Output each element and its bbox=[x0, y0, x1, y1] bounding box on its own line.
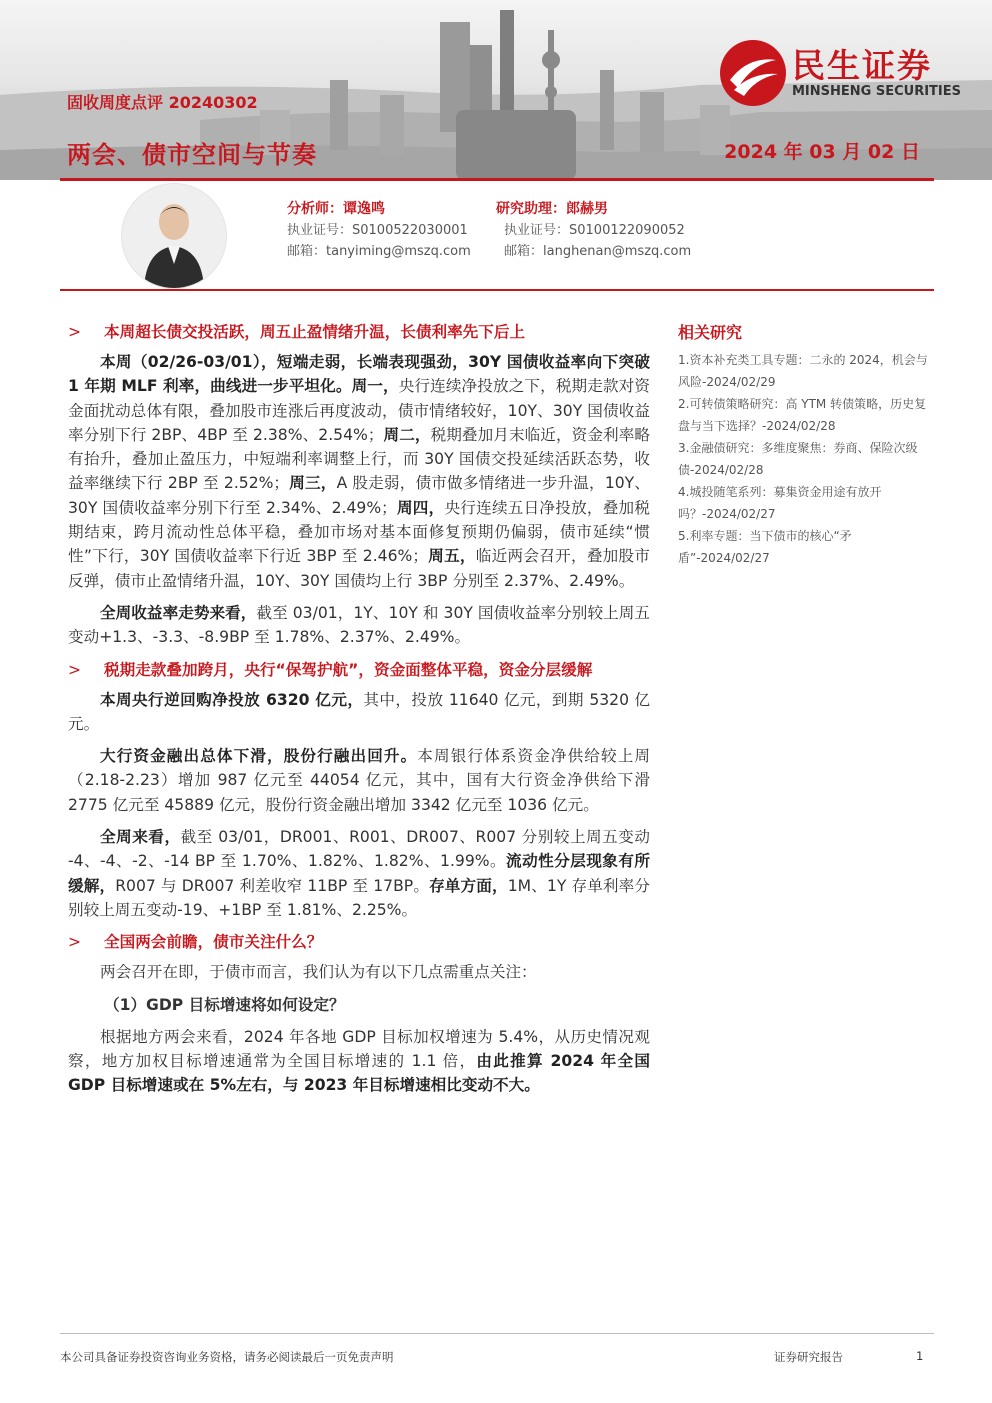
analyst-email: 邮箱：langhenan@mszq.com bbox=[504, 244, 692, 259]
arrow-bullet-icon: > bbox=[68, 323, 82, 341]
sub-question: （1）GDP 目标增速将如何设定？ bbox=[104, 995, 345, 1014]
paragraph: 全周来看，截至 03/01，DR001、R001、DR007、R007 分别较上周五变动 -4、-4、-2、-14 BP 至 1.70%、1.82%、1.82%、1.99%。流动性分层现象有所缓解，R007 与 DR007 利差收窄 11BP 至 17BP。存单方面，1M、1Y 存单利率分别较上周五变动-19、+1BP 至 1.81%、2.25%。 bbox=[68, 828, 650, 919]
minsheng-logo-icon bbox=[718, 38, 788, 108]
report-series: 固收周度点评 20240302 bbox=[67, 93, 258, 112]
paragraph: 本周（02/26-03/01），短端走弱，长端表现强劲，30Y 国债收益率向下突破 1 年期 MLF 利率，曲线进一步平坦化。周一，央行连续净投放之下，税期走款对资金面扰动总体有限，叠加股市连涨后再度波动，债市情绪较好，10Y、30Y 国债收益率分别下行 2BP、4BP 至 2.38%、2.54%；周二，税期叠加月末临近，资金利率略有抬升，叠加止盈压力，中短端利率调整上行，而 30Y 国债交投延续活跃态势，收益率继续下行 2BP 至 2.52%；周三，A 股走弱，债市做多情绪进一步升温，10Y、30Y 国债收益率分别下行至 2.34%、2.49%；周四，央行连续五日净投放，叠加税期结束，跨月流动性总体平稳，叠加市场对基本面修复预期仍偏弱，债市延续“惯性”下行，30Y 国债收益率下行近 3BP 至 2.46%；周五，临近两会召开，叠加股市反弹，债市止盈情绪升温，10Y、30Y 国债均上行 3BP 分别至 2.37%、2.49%。 bbox=[68, 353, 650, 590]
related-research bbox=[678, 320, 928, 569]
related-link[interactable]: 1.资本补充类工具专题：二永的 2024，机会与风险-2024/02/29 bbox=[678, 353, 928, 389]
footer-divider bbox=[60, 1333, 934, 1334]
paragraph: 两会召开在即，于债市而言，我们认为有以下几点需重点关注： bbox=[100, 963, 537, 982]
related-link[interactable]: 3.金融债研究：多维度聚焦：券商、保险次级债-2024/02/28 bbox=[678, 441, 918, 477]
section-heading: > 本周超长债交投活跃，周五止盈情绪升温，长债利率先下后上 bbox=[68, 320, 650, 344]
analyst-name: 郎赫男 bbox=[566, 201, 608, 217]
arrow-bullet-icon: > bbox=[68, 660, 82, 679]
footer-disclaimer: 本公司具备证券投资咨询业务资格，请务必阅读最后一页免责声明 bbox=[60, 1350, 394, 1364]
brand-logo bbox=[718, 38, 968, 108]
brand-name-cn: 民生证券 bbox=[792, 46, 932, 85]
related-link[interactable]: 5.利率专题：当下债市的核心“矛盾”-2024/02/27 bbox=[678, 529, 852, 565]
brand-name-en: MINSHENG SECURITIES bbox=[792, 84, 961, 99]
report-title: 两会、债市空间与节奏 bbox=[67, 141, 317, 169]
footer-label: 证券研究报告 bbox=[774, 1350, 843, 1364]
header-divider bbox=[60, 178, 934, 181]
analyst-license: 执业证号：S0100522030001 bbox=[287, 223, 468, 238]
report-date: 2024 年 03 月 02 日 bbox=[724, 141, 920, 163]
analyst-card-2 bbox=[496, 199, 691, 262]
related-title: 相关研究 bbox=[678, 323, 743, 342]
analyst-photo bbox=[121, 183, 227, 289]
related-link[interactable]: 2.可转债策略研究：高 YTM 转债策略，历史复盘与当下选择？-2024/02/28 bbox=[678, 397, 927, 433]
section-heading: > 税期走款叠加跨月，央行“保驾护航”，资金面整体平稳，资金分层缓解 bbox=[68, 658, 650, 682]
paragraph: 大行资金融出总体下滑，股份行融出回升。本周银行体系资金净供给较上周（2.18-2.23）增加 987 亿元至 44054 亿元，其中，国有大行资金净供给下滑 2775 亿元至 45889 亿元，股份行资金融出增加 3342 亿元至 1036 亿元。 bbox=[68, 747, 650, 814]
main-content bbox=[68, 320, 650, 1106]
related-link[interactable]: 4.城投随笔系列：募集资金用途有放开吗？-2024/02/27 bbox=[678, 485, 882, 521]
analyst-license: 执业证号：S0100122090052 bbox=[504, 223, 685, 238]
arrow-bullet-icon: > bbox=[68, 933, 82, 952]
section-heading: > 全国两会前瞻，债市关注什么？ bbox=[68, 930, 650, 954]
paragraph: 根据地方两会来看，2024 年各地 GDP 目标加权增速为 5.4%，从历史情况观察，地方加权目标增速通常为全国目标增速的 1.1 倍，由此推算 2024 年全国 GDP 目标增速或在 5%左右，与 2023 年目标增速相比变动不大。 bbox=[68, 1027, 650, 1095]
page-number: 1 bbox=[916, 1349, 924, 1363]
section-divider bbox=[60, 289, 934, 291]
analyst-card-1 bbox=[287, 199, 471, 262]
analyst-role: 分析师： bbox=[287, 201, 343, 217]
analyst-email: 邮箱：tanyiming@mszq.com bbox=[287, 244, 471, 259]
paragraph: 本周央行逆回购净投放 6320 亿元，其中，投放 11640 亿元，到期 5320 亿元。 bbox=[68, 690, 650, 733]
paragraph: 全周收益率走势来看，截至 03/01，1Y、10Y 和 30Y 国债收益率分别较上周五变动+1.3、-3.3、-8.9BP 至 1.78%、2.37%、2.49%。 bbox=[68, 603, 650, 647]
analyst-name: 谭逸鸣 bbox=[343, 201, 385, 217]
analyst-role: 研究助理： bbox=[496, 201, 566, 217]
